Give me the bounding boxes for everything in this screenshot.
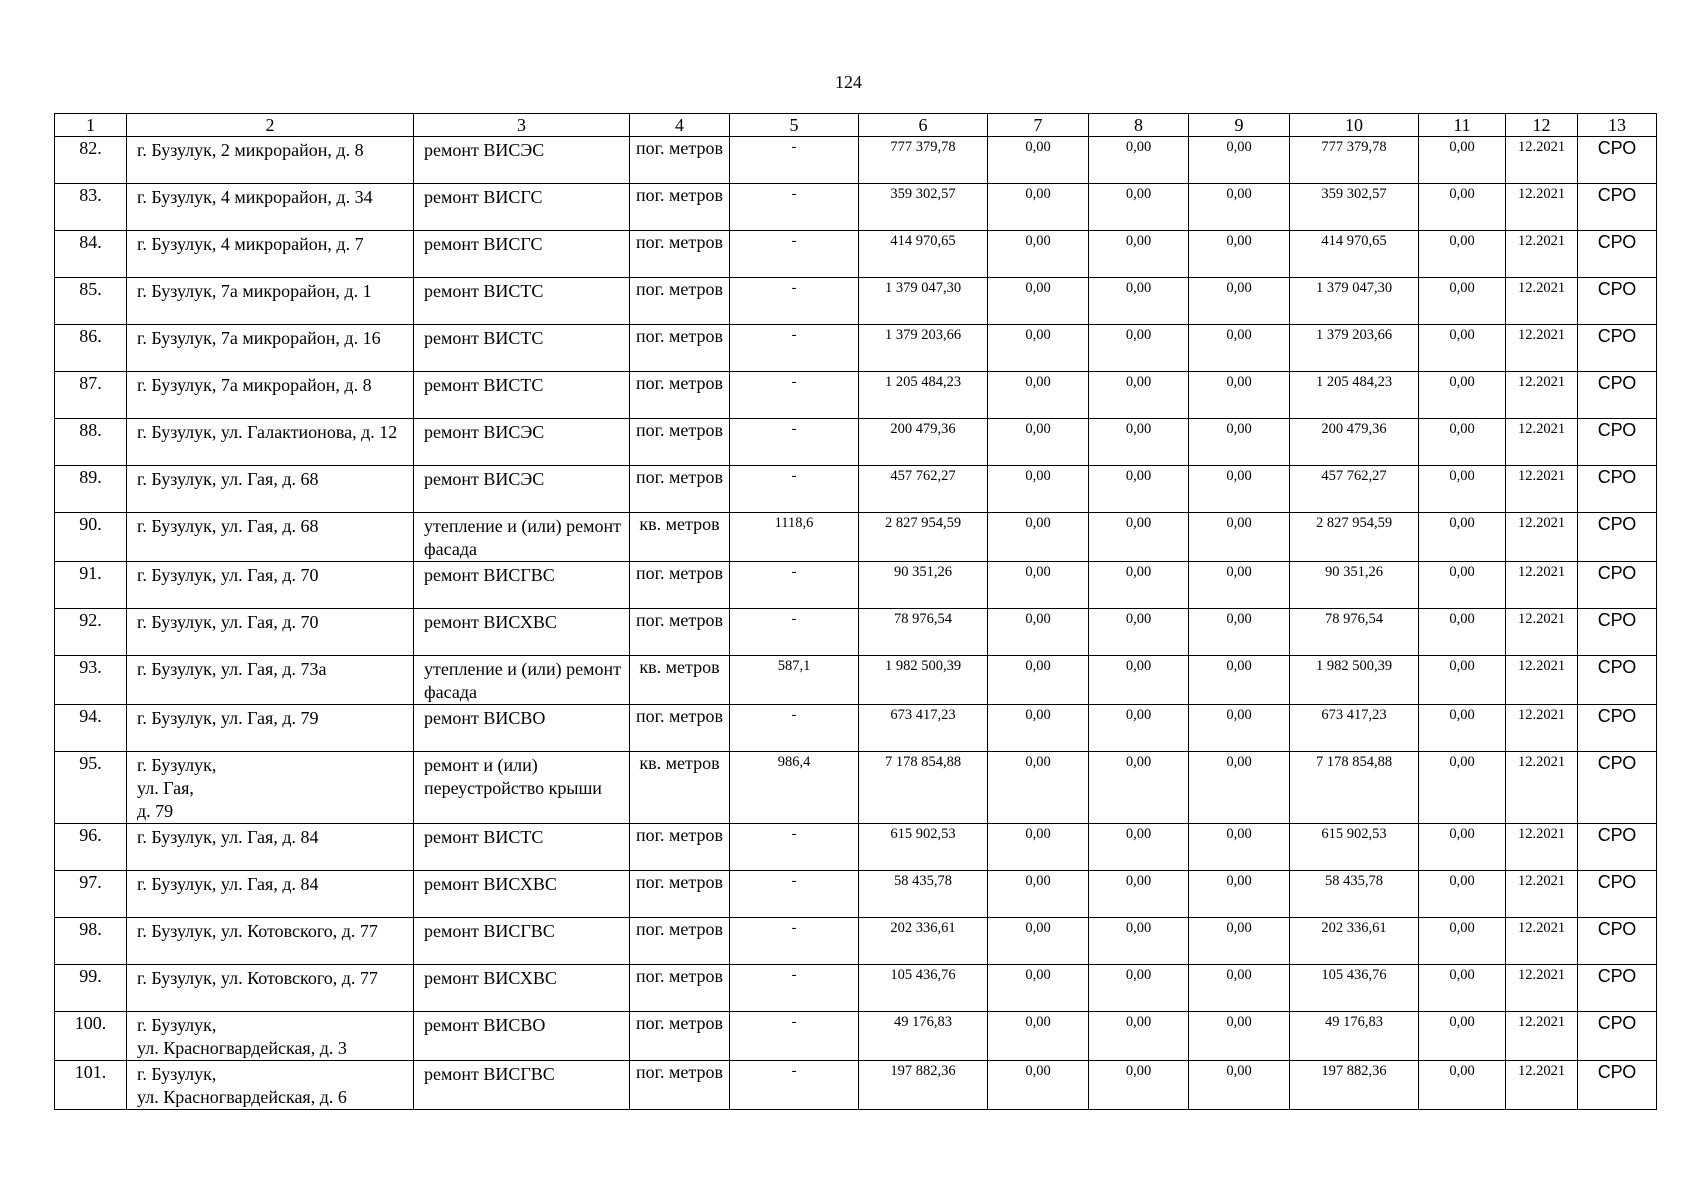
cell-operator: СРО <box>1578 609 1657 656</box>
cell-unit: пог. метров <box>630 231 730 278</box>
cell-unit: пог. метров <box>630 562 730 609</box>
cell-regional-funds: 0,00 <box>1089 419 1189 466</box>
cell-total-cost: 359 302,57 <box>859 184 988 231</box>
cell-local-funds: 0,00 <box>1189 1061 1290 1110</box>
cell-row-number: 93. <box>55 656 127 705</box>
cell-completion-date: 12.2021 <box>1506 325 1578 372</box>
cell-regional-funds: 0,00 <box>1089 656 1189 705</box>
cell-work-type: ремонт ВИСТС <box>414 372 630 419</box>
cell-local-funds: 0,00 <box>1189 965 1290 1012</box>
cell-unit: кв. метров <box>630 513 730 562</box>
cell-owner-funds: 2 827 954,59 <box>1290 513 1419 562</box>
cell-local-funds: 0,00 <box>1189 1012 1290 1061</box>
cell-federal-funds: 0,00 <box>988 419 1089 466</box>
column-header: 6 <box>859 114 988 137</box>
table-row <box>55 231 1657 278</box>
cell-operator: СРО <box>1578 1061 1657 1110</box>
cell-other-funds: 0,00 <box>1419 372 1506 419</box>
cell-work-type: ремонт ВИСЭС <box>414 419 630 466</box>
cell-owner-funds: 7 178 854,88 <box>1290 752 1419 824</box>
cell-local-funds: 0,00 <box>1189 871 1290 918</box>
cell-work-type: ремонт ВИСГС <box>414 231 630 278</box>
cell-total-cost: 414 970,65 <box>859 231 988 278</box>
column-header: 10 <box>1290 114 1419 137</box>
column-header: 3 <box>414 114 630 137</box>
cell-other-funds: 0,00 <box>1419 137 1506 184</box>
cell-unit: пог. метров <box>630 372 730 419</box>
cell-total-cost: 1 982 500,39 <box>859 656 988 705</box>
cell-unit: пог. метров <box>630 278 730 325</box>
cell-local-funds: 0,00 <box>1189 372 1290 419</box>
cell-row-number: 97. <box>55 871 127 918</box>
table-row <box>55 513 1657 562</box>
cell-regional-funds: 0,00 <box>1089 562 1189 609</box>
cell-row-number: 88. <box>55 419 127 466</box>
cell-row-number: 86. <box>55 325 127 372</box>
cell-owner-funds: 777 379,78 <box>1290 137 1419 184</box>
cell-row-number: 87. <box>55 372 127 419</box>
cell-address: г. Бузулук, ул. Гая, д. 84 <box>127 871 414 918</box>
cell-local-funds: 0,00 <box>1189 752 1290 824</box>
cell-work-type: ремонт ВИСГВС <box>414 918 630 965</box>
table-row <box>55 871 1657 918</box>
cell-unit: пог. метров <box>630 609 730 656</box>
cell-unit: пог. метров <box>630 419 730 466</box>
cell-work-type: ремонт и (или) переустройство крыши <box>414 752 630 824</box>
cell-completion-date: 12.2021 <box>1506 419 1578 466</box>
cell-total-cost: 90 351,26 <box>859 562 988 609</box>
cell-volume: - <box>730 231 859 278</box>
cell-operator: СРО <box>1578 705 1657 752</box>
table-row <box>55 656 1657 705</box>
cell-operator: СРО <box>1578 278 1657 325</box>
cell-other-funds: 0,00 <box>1419 419 1506 466</box>
cell-address: г. Бузулук, ул. Гая, д. 68 <box>127 513 414 562</box>
cell-operator: СРО <box>1578 1012 1657 1061</box>
cell-total-cost: 49 176,83 <box>859 1012 988 1061</box>
cell-completion-date: 12.2021 <box>1506 705 1578 752</box>
cell-operator: СРО <box>1578 513 1657 562</box>
cell-other-funds: 0,00 <box>1419 705 1506 752</box>
cell-address: г. Бузулук, ул. Красногвардейская, д. 3 <box>127 1012 414 1061</box>
cell-completion-date: 12.2021 <box>1506 184 1578 231</box>
column-number-row <box>55 114 1657 137</box>
cell-volume: 986,4 <box>730 752 859 824</box>
cell-unit: пог. метров <box>630 871 730 918</box>
cell-work-type: утепление и (или) ремонт фасада <box>414 656 630 705</box>
cell-total-cost: 673 417,23 <box>859 705 988 752</box>
cell-total-cost: 2 827 954,59 <box>859 513 988 562</box>
cell-owner-funds: 1 379 203,66 <box>1290 325 1419 372</box>
cell-volume: - <box>730 609 859 656</box>
cell-federal-funds: 0,00 <box>988 1012 1089 1061</box>
cell-address: г. Бузулук, ул. Гая, д. 84 <box>127 824 414 871</box>
cell-operator: СРО <box>1578 871 1657 918</box>
cell-completion-date: 12.2021 <box>1506 1012 1578 1061</box>
cell-local-funds: 0,00 <box>1189 609 1290 656</box>
cell-row-number: 99. <box>55 965 127 1012</box>
cell-unit: кв. метров <box>630 752 730 824</box>
cell-total-cost: 1 379 047,30 <box>859 278 988 325</box>
cell-operator: СРО <box>1578 372 1657 419</box>
cell-address: г. Бузулук, ул. Красногвардейская, д. 6 <box>127 1061 414 1110</box>
cell-owner-funds: 414 970,65 <box>1290 231 1419 278</box>
cell-regional-funds: 0,00 <box>1089 871 1189 918</box>
cell-unit: пог. метров <box>630 705 730 752</box>
cell-total-cost: 197 882,36 <box>859 1061 988 1110</box>
table-row <box>55 705 1657 752</box>
repair-register-table <box>54 113 1657 1110</box>
cell-completion-date: 12.2021 <box>1506 871 1578 918</box>
table-row <box>55 918 1657 965</box>
cell-total-cost: 457 762,27 <box>859 466 988 513</box>
cell-other-funds: 0,00 <box>1419 752 1506 824</box>
cell-address: г. Бузулук, 7а микрорайон, д. 16 <box>127 325 414 372</box>
cell-regional-funds: 0,00 <box>1089 184 1189 231</box>
cell-operator: СРО <box>1578 419 1657 466</box>
cell-address: г. Бузулук, ул. Гая, д. 79 <box>127 752 414 824</box>
cell-other-funds: 0,00 <box>1419 513 1506 562</box>
cell-local-funds: 0,00 <box>1189 137 1290 184</box>
cell-regional-funds: 0,00 <box>1089 918 1189 965</box>
cell-completion-date: 12.2021 <box>1506 609 1578 656</box>
cell-volume: - <box>730 824 859 871</box>
cell-regional-funds: 0,00 <box>1089 1061 1189 1110</box>
cell-owner-funds: 105 436,76 <box>1290 965 1419 1012</box>
cell-federal-funds: 0,00 <box>988 609 1089 656</box>
table-row <box>55 137 1657 184</box>
cell-volume: 587,1 <box>730 656 859 705</box>
cell-other-funds: 0,00 <box>1419 231 1506 278</box>
cell-volume: - <box>730 965 859 1012</box>
cell-local-funds: 0,00 <box>1189 562 1290 609</box>
cell-work-type: ремонт ВИСВО <box>414 1012 630 1061</box>
cell-local-funds: 0,00 <box>1189 705 1290 752</box>
table-body <box>55 137 1657 1110</box>
cell-row-number: 85. <box>55 278 127 325</box>
cell-completion-date: 12.2021 <box>1506 466 1578 513</box>
cell-work-type: ремонт ВИСТС <box>414 824 630 871</box>
cell-local-funds: 0,00 <box>1189 278 1290 325</box>
cell-work-type: ремонт ВИСГВС <box>414 562 630 609</box>
cell-total-cost: 777 379,78 <box>859 137 988 184</box>
cell-volume: - <box>730 278 859 325</box>
cell-address: г. Бузулук, ул. Гая, д. 68 <box>127 466 414 513</box>
column-header: 12 <box>1506 114 1578 137</box>
cell-other-funds: 0,00 <box>1419 965 1506 1012</box>
cell-unit: пог. метров <box>630 1012 730 1061</box>
cell-volume: - <box>730 918 859 965</box>
cell-completion-date: 12.2021 <box>1506 231 1578 278</box>
cell-other-funds: 0,00 <box>1419 562 1506 609</box>
cell-owner-funds: 49 176,83 <box>1290 1012 1419 1061</box>
cell-local-funds: 0,00 <box>1189 466 1290 513</box>
column-header: 9 <box>1189 114 1290 137</box>
cell-unit: пог. метров <box>630 325 730 372</box>
cell-completion-date: 12.2021 <box>1506 513 1578 562</box>
cell-operator: СРО <box>1578 965 1657 1012</box>
cell-unit: кв. метров <box>630 656 730 705</box>
cell-local-funds: 0,00 <box>1189 918 1290 965</box>
table-row <box>55 278 1657 325</box>
cell-owner-funds: 90 351,26 <box>1290 562 1419 609</box>
cell-completion-date: 12.2021 <box>1506 752 1578 824</box>
cell-row-number: 96. <box>55 824 127 871</box>
column-header: 13 <box>1578 114 1657 137</box>
cell-completion-date: 12.2021 <box>1506 824 1578 871</box>
table-row <box>55 419 1657 466</box>
cell-address: г. Бузулук, ул. Гая, д. 79 <box>127 705 414 752</box>
cell-unit: пог. метров <box>630 965 730 1012</box>
cell-regional-funds: 0,00 <box>1089 824 1189 871</box>
table-row <box>55 325 1657 372</box>
cell-address: г. Бузулук, 7а микрорайон, д. 1 <box>127 278 414 325</box>
cell-completion-date: 12.2021 <box>1506 918 1578 965</box>
cell-completion-date: 12.2021 <box>1506 278 1578 325</box>
cell-completion-date: 12.2021 <box>1506 1061 1578 1110</box>
cell-row-number: 82. <box>55 137 127 184</box>
cell-row-number: 100. <box>55 1012 127 1061</box>
cell-federal-funds: 0,00 <box>988 918 1089 965</box>
cell-work-type: ремонт ВИСТС <box>414 278 630 325</box>
cell-owner-funds: 1 982 500,39 <box>1290 656 1419 705</box>
cell-federal-funds: 0,00 <box>988 1061 1089 1110</box>
cell-operator: СРО <box>1578 656 1657 705</box>
cell-address: г. Бузулук, 4 микрорайон, д. 7 <box>127 231 414 278</box>
column-header: 8 <box>1089 114 1189 137</box>
cell-completion-date: 12.2021 <box>1506 137 1578 184</box>
cell-total-cost: 105 436,76 <box>859 965 988 1012</box>
column-header: 2 <box>127 114 414 137</box>
cell-address: г. Бузулук, ул. Гая, д. 73а <box>127 656 414 705</box>
column-header: 4 <box>630 114 730 137</box>
cell-volume: - <box>730 184 859 231</box>
cell-work-type: ремонт ВИСЭС <box>414 466 630 513</box>
cell-completion-date: 12.2021 <box>1506 656 1578 705</box>
cell-federal-funds: 0,00 <box>988 513 1089 562</box>
cell-work-type: ремонт ВИСХВС <box>414 965 630 1012</box>
table-row <box>55 1012 1657 1061</box>
cell-regional-funds: 0,00 <box>1089 231 1189 278</box>
cell-regional-funds: 0,00 <box>1089 372 1189 419</box>
cell-work-type: ремонт ВИСВО <box>414 705 630 752</box>
cell-total-cost: 202 336,61 <box>859 918 988 965</box>
cell-federal-funds: 0,00 <box>988 705 1089 752</box>
cell-volume: - <box>730 419 859 466</box>
cell-local-funds: 0,00 <box>1189 419 1290 466</box>
cell-federal-funds: 0,00 <box>988 231 1089 278</box>
cell-address: г. Бузулук, ул. Галактионова, д. 12 <box>127 419 414 466</box>
cell-row-number: 90. <box>55 513 127 562</box>
table-row <box>55 372 1657 419</box>
cell-unit: пог. метров <box>630 137 730 184</box>
table-row <box>55 752 1657 824</box>
cell-other-funds: 0,00 <box>1419 325 1506 372</box>
cell-total-cost: 200 479,36 <box>859 419 988 466</box>
cell-operator: СРО <box>1578 231 1657 278</box>
cell-other-funds: 0,00 <box>1419 824 1506 871</box>
cell-volume: 1118,6 <box>730 513 859 562</box>
column-header: 5 <box>730 114 859 137</box>
cell-federal-funds: 0,00 <box>988 752 1089 824</box>
cell-completion-date: 12.2021 <box>1506 372 1578 419</box>
column-header: 1 <box>55 114 127 137</box>
cell-regional-funds: 0,00 <box>1089 609 1189 656</box>
cell-federal-funds: 0,00 <box>988 325 1089 372</box>
cell-regional-funds: 0,00 <box>1089 752 1189 824</box>
cell-owner-funds: 615 902,53 <box>1290 824 1419 871</box>
table-row <box>55 965 1657 1012</box>
cell-work-type: ремонт ВИСГВС <box>414 1061 630 1110</box>
cell-local-funds: 0,00 <box>1189 824 1290 871</box>
cell-other-funds: 0,00 <box>1419 466 1506 513</box>
cell-row-number: 91. <box>55 562 127 609</box>
cell-address: г. Бузулук, ул. Гая, д. 70 <box>127 562 414 609</box>
cell-other-funds: 0,00 <box>1419 1061 1506 1110</box>
cell-unit: пог. метров <box>630 824 730 871</box>
table-row <box>55 824 1657 871</box>
cell-local-funds: 0,00 <box>1189 184 1290 231</box>
cell-row-number: 94. <box>55 705 127 752</box>
cell-federal-funds: 0,00 <box>988 824 1089 871</box>
cell-volume: - <box>730 137 859 184</box>
cell-completion-date: 12.2021 <box>1506 562 1578 609</box>
cell-operator: СРО <box>1578 466 1657 513</box>
cell-row-number: 83. <box>55 184 127 231</box>
cell-unit: пог. метров <box>630 918 730 965</box>
cell-owner-funds: 78 976,54 <box>1290 609 1419 656</box>
cell-work-type: ремонт ВИСЭС <box>414 137 630 184</box>
cell-volume: - <box>730 705 859 752</box>
cell-owner-funds: 58 435,78 <box>1290 871 1419 918</box>
cell-owner-funds: 197 882,36 <box>1290 1061 1419 1110</box>
cell-volume: - <box>730 466 859 513</box>
cell-volume: - <box>730 871 859 918</box>
cell-federal-funds: 0,00 <box>988 656 1089 705</box>
cell-owner-funds: 1 379 047,30 <box>1290 278 1419 325</box>
cell-local-funds: 0,00 <box>1189 656 1290 705</box>
column-header: 11 <box>1419 114 1506 137</box>
cell-total-cost: 615 902,53 <box>859 824 988 871</box>
cell-row-number: 89. <box>55 466 127 513</box>
cell-total-cost: 1 205 484,23 <box>859 372 988 419</box>
table-row <box>55 184 1657 231</box>
cell-other-funds: 0,00 <box>1419 918 1506 965</box>
cell-address: г. Бузулук, 2 микрорайон, д. 8 <box>127 137 414 184</box>
cell-regional-funds: 0,00 <box>1089 325 1189 372</box>
table-row <box>55 562 1657 609</box>
cell-address: г. Бузулук, 7а микрорайон, д. 8 <box>127 372 414 419</box>
cell-volume: - <box>730 1012 859 1061</box>
cell-row-number: 101. <box>55 1061 127 1110</box>
cell-unit: пог. метров <box>630 184 730 231</box>
cell-operator: СРО <box>1578 918 1657 965</box>
cell-volume: - <box>730 1061 859 1110</box>
cell-federal-funds: 0,00 <box>988 871 1089 918</box>
cell-regional-funds: 0,00 <box>1089 278 1189 325</box>
cell-regional-funds: 0,00 <box>1089 466 1189 513</box>
cell-other-funds: 0,00 <box>1419 871 1506 918</box>
cell-other-funds: 0,00 <box>1419 609 1506 656</box>
cell-federal-funds: 0,00 <box>988 466 1089 513</box>
cell-regional-funds: 0,00 <box>1089 1012 1189 1061</box>
cell-total-cost: 7 178 854,88 <box>859 752 988 824</box>
cell-unit: пог. метров <box>630 466 730 513</box>
cell-row-number: 84. <box>55 231 127 278</box>
table-row <box>55 466 1657 513</box>
cell-owner-funds: 202 336,61 <box>1290 918 1419 965</box>
cell-operator: СРО <box>1578 137 1657 184</box>
cell-regional-funds: 0,00 <box>1089 965 1189 1012</box>
cell-total-cost: 58 435,78 <box>859 871 988 918</box>
cell-row-number: 95. <box>55 752 127 824</box>
cell-owner-funds: 200 479,36 <box>1290 419 1419 466</box>
cell-completion-date: 12.2021 <box>1506 965 1578 1012</box>
cell-federal-funds: 0,00 <box>988 137 1089 184</box>
cell-total-cost: 1 379 203,66 <box>859 325 988 372</box>
cell-operator: СРО <box>1578 325 1657 372</box>
cell-row-number: 98. <box>55 918 127 965</box>
cell-owner-funds: 673 417,23 <box>1290 705 1419 752</box>
cell-other-funds: 0,00 <box>1419 184 1506 231</box>
cell-work-type: ремонт ВИСХВС <box>414 871 630 918</box>
cell-federal-funds: 0,00 <box>988 562 1089 609</box>
cell-other-funds: 0,00 <box>1419 656 1506 705</box>
cell-address: г. Бузулук, 4 микрорайон, д. 34 <box>127 184 414 231</box>
cell-work-type: ремонт ВИСГС <box>414 184 630 231</box>
cell-unit: пог. метров <box>630 1061 730 1110</box>
cell-operator: СРО <box>1578 752 1657 824</box>
cell-work-type: утепление и (или) ремонт фасада <box>414 513 630 562</box>
cell-row-number: 92. <box>55 609 127 656</box>
cell-federal-funds: 0,00 <box>988 278 1089 325</box>
cell-other-funds: 0,00 <box>1419 1012 1506 1061</box>
cell-local-funds: 0,00 <box>1189 231 1290 278</box>
cell-owner-funds: 359 302,57 <box>1290 184 1419 231</box>
cell-operator: СРО <box>1578 824 1657 871</box>
cell-work-type: ремонт ВИСХВС <box>414 609 630 656</box>
cell-owner-funds: 1 205 484,23 <box>1290 372 1419 419</box>
table-row <box>55 609 1657 656</box>
cell-total-cost: 78 976,54 <box>859 609 988 656</box>
cell-operator: СРО <box>1578 184 1657 231</box>
cell-local-funds: 0,00 <box>1189 325 1290 372</box>
cell-regional-funds: 0,00 <box>1089 513 1189 562</box>
cell-work-type: ремонт ВИСТС <box>414 325 630 372</box>
page-number: 124 <box>835 72 862 92</box>
cell-local-funds: 0,00 <box>1189 513 1290 562</box>
cell-federal-funds: 0,00 <box>988 965 1089 1012</box>
table-row <box>55 1061 1657 1110</box>
cell-regional-funds: 0,00 <box>1089 137 1189 184</box>
cell-other-funds: 0,00 <box>1419 278 1506 325</box>
cell-federal-funds: 0,00 <box>988 184 1089 231</box>
cell-address: г. Бузулук, ул. Котовского, д. 77 <box>127 965 414 1012</box>
cell-address: г. Бузулук, ул. Гая, д. 70 <box>127 609 414 656</box>
cell-volume: - <box>730 372 859 419</box>
cell-volume: - <box>730 325 859 372</box>
cell-volume: - <box>730 562 859 609</box>
cell-operator: СРО <box>1578 562 1657 609</box>
cell-owner-funds: 457 762,27 <box>1290 466 1419 513</box>
cell-regional-funds: 0,00 <box>1089 705 1189 752</box>
column-header: 7 <box>988 114 1089 137</box>
cell-address: г. Бузулук, ул. Котовского, д. 77 <box>127 918 414 965</box>
cell-federal-funds: 0,00 <box>988 372 1089 419</box>
